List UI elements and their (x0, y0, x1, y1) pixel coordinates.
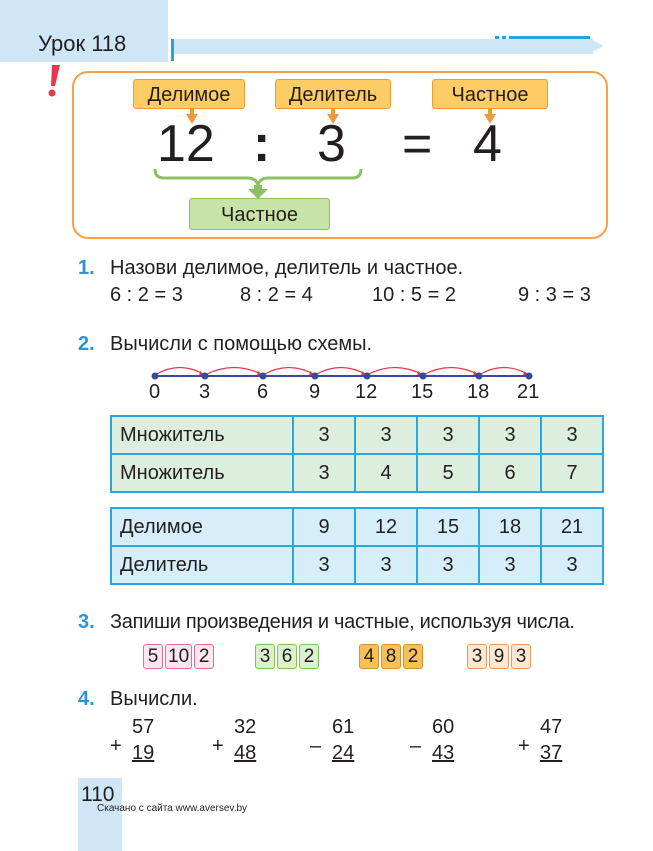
table-row (111, 508, 603, 546)
numline-label-15: 15 (411, 381, 434, 403)
table-cell: 18 (479, 508, 541, 546)
equation-quotient: 4 (473, 115, 502, 173)
table-cell: 3 (293, 416, 355, 454)
operator-sign: – (410, 735, 422, 757)
task-1-example-1: 6 : 2 = 3 (110, 284, 183, 306)
number-chip: 2 (194, 644, 214, 669)
table-cell: Множитель (111, 416, 293, 454)
operand-top: 32 (234, 716, 257, 738)
operator-sign: + (518, 735, 530, 757)
table-cell: 3 (293, 546, 355, 584)
number-group-3 (359, 644, 423, 669)
task-3-number: 3. (78, 611, 95, 633)
numline-label-6: 6 (257, 381, 269, 403)
operator-sign: + (212, 735, 224, 757)
task-1-example-2: 8 : 2 = 4 (240, 284, 313, 306)
number-chip: 8 (381, 644, 401, 669)
exclamation-icon (46, 64, 62, 98)
task-1-example-3: 10 : 5 = 2 (372, 284, 456, 306)
operator-sign: + (110, 735, 122, 757)
table-cell: Делимое (111, 508, 293, 546)
operand-top: 61 (332, 716, 355, 738)
dividend-label: Делимое (133, 79, 245, 109)
number-chip: 10 (165, 644, 192, 669)
table-cell: 5 (417, 454, 479, 492)
header-dashes (495, 36, 590, 39)
quotient-label: Частное (432, 79, 548, 109)
bottom-quotient-label: Частное (189, 198, 330, 230)
table-cell: 3 (417, 546, 479, 584)
table-cell: 3 (355, 416, 417, 454)
header-bar-accent (171, 39, 174, 61)
table-row (111, 416, 603, 454)
table-cell: 15 (417, 508, 479, 546)
operand-bottom: 24 (332, 742, 355, 764)
number-chip: 3 (467, 644, 487, 669)
number-chip: 6 (277, 644, 297, 669)
table-cell: 9 (293, 508, 355, 546)
table-cell: 3 (541, 416, 603, 454)
number-line (138, 356, 538, 384)
task-4-number: 4. (78, 688, 95, 710)
task-4-instruction: Вычисли. (110, 688, 198, 710)
equation-equals: = (402, 115, 433, 173)
table-cell: 12 (355, 508, 417, 546)
equation-dividend: 12 (157, 115, 215, 173)
task-3-instruction: Запиши произведения и частные, используя числа. (110, 611, 575, 633)
table-row (111, 546, 603, 584)
operand-bottom: 19 (132, 742, 155, 764)
table-cell: 7 (541, 454, 603, 492)
table-cell: 3 (355, 546, 417, 584)
number-chip: 5 (143, 644, 163, 669)
number-chip: 3 (255, 644, 275, 669)
number-chip: 9 (489, 644, 509, 669)
numline-label-21: 21 (517, 381, 540, 403)
source-note: Скачано с сайта www.aversev.by (97, 803, 248, 814)
numline-label-18: 18 (467, 381, 490, 403)
division-table (110, 507, 604, 585)
table-cell: 21 (541, 508, 603, 546)
table-cell: Множитель (111, 454, 293, 492)
number-chip: 2 (299, 644, 319, 669)
number-chip: 3 (511, 644, 531, 669)
task-2-number: 2. (78, 333, 95, 355)
table-cell: 3 (541, 546, 603, 584)
table-cell: 3 (479, 416, 541, 454)
numline-label-12: 12 (355, 381, 378, 403)
operand-bottom: 48 (234, 742, 257, 764)
equation-operator: : (253, 115, 271, 173)
table-cell: 3 (417, 416, 479, 454)
numline-label-0: 0 (149, 381, 161, 403)
lesson-title: Урок 118 (38, 31, 127, 56)
divisor-label: Делитель (275, 79, 391, 109)
number-group-2 (255, 644, 319, 669)
operand-top: 57 (132, 716, 155, 738)
table-cell: Делитель (111, 546, 293, 584)
table-row (111, 454, 603, 492)
brace-icon (152, 167, 364, 201)
task-2-instruction: Вычисли с помощью схемы. (110, 333, 373, 355)
table-cell: 6 (479, 454, 541, 492)
operand-bottom: 43 (432, 742, 455, 764)
header-arrow-icon (590, 39, 604, 53)
operand-top: 60 (432, 716, 455, 738)
task-1-example-4: 9 : 3 = 3 (518, 284, 591, 306)
operand-top: 47 (540, 716, 563, 738)
table-cell: 3 (293, 454, 355, 492)
task-1-number: 1. (78, 257, 95, 279)
number-group-4 (467, 644, 531, 669)
header-bar (171, 39, 593, 54)
number-group-1 (143, 644, 214, 669)
multiplier-table (110, 415, 604, 493)
equation-divisor: 3 (317, 115, 346, 173)
operand-bottom: 37 (540, 742, 563, 764)
number-chip: 2 (403, 644, 423, 669)
numline-label-3: 3 (199, 381, 211, 403)
table-cell: 3 (479, 546, 541, 584)
number-chip: 4 (359, 644, 379, 669)
numline-label-9: 9 (309, 381, 321, 403)
table-cell: 4 (355, 454, 417, 492)
operator-sign: – (310, 735, 322, 757)
task-1-instruction: Назови делимое, делитель и частное. (110, 257, 464, 279)
page-number: 110 (81, 783, 115, 806)
